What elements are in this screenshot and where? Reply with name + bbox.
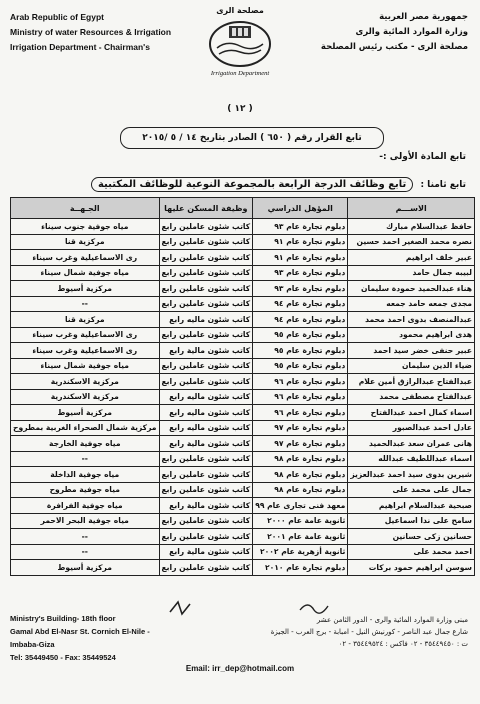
cell-qualification: دبلوم تجارة عام ٩٣ bbox=[253, 265, 348, 281]
footer-english-line: Tel: 35449450 - Fax: 35449524 bbox=[10, 653, 116, 662]
table-row bbox=[11, 219, 475, 235]
column-header-position: وظيفة المسكن عليها bbox=[159, 198, 253, 219]
cell-department: مركزية أسيوط bbox=[11, 405, 160, 421]
cell-position: كاتب شئون عاملين رابع bbox=[159, 296, 253, 312]
header-arabic-line: مصلحة الرى - مكتب رئيس المصلحة bbox=[320, 42, 468, 52]
cell-name: سوسن ابراهيم حمود بركات bbox=[348, 560, 475, 576]
table-row bbox=[11, 544, 475, 560]
table-row bbox=[11, 529, 475, 545]
table-row bbox=[11, 265, 475, 281]
cell-name: جمال على محمد على bbox=[348, 482, 475, 498]
cell-position: كاتب شئون عاملين رابع bbox=[159, 513, 253, 529]
cell-name: حسانين زكى حسانين bbox=[348, 529, 475, 545]
column-header-department: الجـهــة bbox=[11, 198, 160, 219]
cell-qualification: دبلوم تجارة عام ٢٠١٠ bbox=[253, 560, 348, 576]
cell-position: كاتب شئون مالية رابع bbox=[159, 544, 253, 560]
cell-position: كاتب شئون عاملين رابع bbox=[159, 451, 253, 467]
cell-department: مياه جوفية الفرافرة bbox=[11, 498, 160, 514]
cell-qualification: دبلوم تجارة عام ٩٦ bbox=[253, 374, 348, 390]
cell-position: كاتب شئون عاملين رابع bbox=[159, 234, 253, 250]
cell-qualification: دبلوم تجارة عام ٩١ bbox=[253, 234, 348, 250]
cell-department: مركزية الاسكندرية bbox=[11, 389, 160, 405]
header-english-line: Irrigation Department - Chairman's bbox=[10, 42, 150, 52]
cell-position: كاتب شئون عاملين رابع bbox=[159, 358, 253, 374]
table-row bbox=[11, 482, 475, 498]
cell-qualification: دبلوم تجارة عام ٩٣ bbox=[253, 281, 348, 297]
header-english-line: Ministry of water Resources & Irrigation bbox=[10, 27, 172, 37]
table-row bbox=[11, 405, 475, 421]
header-english-line: Arab Republic of Egypt bbox=[10, 12, 104, 22]
cell-name: عبير خلف ابراهيم bbox=[348, 250, 475, 266]
cell-department: -- bbox=[11, 544, 160, 560]
header-english bbox=[10, 10, 185, 55]
cell-qualification: دبلوم تجارة عام ٩٥ bbox=[253, 343, 348, 359]
cell-qualification: ثانوية أزهرية عام ٢٠٠٢ bbox=[253, 544, 348, 560]
cell-name: مجدى جمعه حامد جمعه bbox=[348, 296, 475, 312]
cell-department: -- bbox=[11, 529, 160, 545]
footer-english bbox=[10, 612, 185, 664]
table-row bbox=[11, 281, 475, 297]
cell-qualification: دبلوم تجارة عام ٩٦ bbox=[253, 405, 348, 421]
table-row bbox=[11, 358, 475, 374]
cell-department: -- bbox=[11, 296, 160, 312]
cell-name: شيرين بدوى سيد احمد عبدالعزيز bbox=[348, 467, 475, 483]
header-arabic-line: وزارة الموارد المائية والرى bbox=[355, 27, 468, 37]
cell-qualification: ثانوية عامة عام ٢٠٠١ bbox=[253, 529, 348, 545]
cell-department: مركزية الاسكندرية bbox=[11, 374, 160, 390]
cell-qualification: ثانوية عامة عام ٢٠٠٠ bbox=[253, 513, 348, 529]
cell-name: اسماء كمال احمد عبدالفتاح bbox=[348, 405, 475, 421]
cell-position: كاتب شئون ماليه رابع bbox=[159, 312, 253, 328]
cell-name: احمد محمد على bbox=[348, 544, 475, 560]
cell-position: كاتب شئون عاملين رابع bbox=[159, 374, 253, 390]
table-row bbox=[11, 436, 475, 452]
cell-position: كاتب شئون عاملين رابع bbox=[159, 265, 253, 281]
cell-position: كاتب شئون عاملين رابع bbox=[159, 250, 253, 266]
cell-department: مركزية شمال الصحراء الغربية بمطروح bbox=[11, 420, 160, 436]
table-row bbox=[11, 498, 475, 514]
footer-arabic-line: مبنى وزارة الموارد المائية والرى - الدور الثامن عشر bbox=[316, 616, 468, 624]
footer-arabic bbox=[218, 614, 468, 650]
cell-qualification: دبلوم تجارة عام ٩٨ bbox=[253, 467, 348, 483]
cell-name: هناء عبدالحميد حمودة سليمان bbox=[348, 281, 475, 297]
irrigation-logo bbox=[205, 12, 275, 70]
cell-position: كاتب شئون عاملين رابع bbox=[159, 327, 253, 343]
cell-name: عبدالفتاح عبدالرازق أمين علام bbox=[348, 374, 475, 390]
cell-department: رى الاسماعيلية وغرب سيناء bbox=[11, 250, 160, 266]
table-row bbox=[11, 513, 475, 529]
cell-position: كاتب شئون ماليه رابع bbox=[159, 389, 253, 405]
footer-arabic-line: ت : ٣٥٤٤٩٤٥٠ - ٠٢ فاكس : ٣٥٤٤٩٥٢٤ - ٠٢ bbox=[338, 640, 468, 648]
section-heading bbox=[91, 177, 466, 192]
cell-position: كاتب شئون عاملين رابع bbox=[159, 529, 253, 545]
section-title bbox=[91, 177, 413, 192]
table-row bbox=[11, 420, 475, 436]
cell-qualification: دبلوم تجارة عام ٩٥ bbox=[253, 327, 348, 343]
article-heading: تابع المادة الأولى :- bbox=[379, 152, 466, 162]
decree-reference: تابع القرار رقم ( ٦٥٠ ) الصادر بتاريخ ١٤ / ٥ /٢٠١٥ bbox=[120, 127, 384, 149]
section-label: تابع ثامنا : bbox=[420, 180, 466, 190]
header-arabic bbox=[308, 10, 468, 55]
table-row bbox=[11, 250, 475, 266]
cell-department: مركزية قنا bbox=[11, 312, 160, 328]
table-row bbox=[11, 343, 475, 359]
cell-department: مياه جوفية الخارجة bbox=[11, 436, 160, 452]
cell-position: كاتب شئون مالية رابع bbox=[159, 343, 253, 359]
cell-department: مياه جوفية الداخلة bbox=[11, 467, 160, 483]
cell-name: هدى ابراهيم محمود bbox=[348, 327, 475, 343]
cell-qualification: دبلوم تجارة عام ٩٨ bbox=[253, 482, 348, 498]
cell-qualification: دبلوم تجارة عام ٩٨ bbox=[253, 451, 348, 467]
cell-qualification: معهد فنى تجارى عام ٩٩ bbox=[253, 498, 348, 514]
table-row bbox=[11, 467, 475, 483]
section-title-text: تابع وظائف الدرجة الرابعة بالمجموعة النوعية للوظائف المكتبية bbox=[97, 179, 407, 190]
table-header-row bbox=[11, 198, 475, 219]
cell-department: مياه جوفية البحر الاحمر bbox=[11, 513, 160, 529]
cell-qualification: دبلوم تجارة عام ٩٤ bbox=[253, 296, 348, 312]
cell-name: حافظ عبدالسلام مبارك bbox=[348, 219, 475, 235]
table-row bbox=[11, 389, 475, 405]
column-header-name: الاســـم bbox=[348, 198, 475, 219]
cell-position: كاتب شئون عاملين رابع bbox=[159, 219, 253, 235]
column-header-qualification: المؤهل الدراسي bbox=[253, 198, 348, 219]
cell-name: عبير حنفى خضر سيد احمد bbox=[348, 343, 475, 359]
cell-department: مياه جوفية مطروح bbox=[11, 482, 160, 498]
cell-qualification: دبلوم تجارة عام ٩٦ bbox=[253, 389, 348, 405]
table-row bbox=[11, 327, 475, 343]
header-arabic-line: جمهورية مصر العربية bbox=[379, 12, 468, 22]
table-row bbox=[11, 451, 475, 467]
cell-qualification: دبلوم تجارة عام ٩٧ bbox=[253, 436, 348, 452]
cell-position: كاتب شئون عاملين رابع bbox=[159, 281, 253, 297]
logo-caption: Irrigation Department bbox=[210, 70, 270, 77]
footer-english-line: Ministry's Building- 18th floor bbox=[10, 614, 116, 623]
cell-position: كاتب شئون مالية رابع bbox=[159, 436, 253, 452]
cell-qualification: دبلوم تجارة عام ٩٥ bbox=[253, 358, 348, 374]
table-row bbox=[11, 234, 475, 250]
cell-position: كاتب شئون عاملين رابع bbox=[159, 467, 253, 483]
cell-department: مركزية أسيوط bbox=[11, 281, 160, 297]
cell-qualification: دبلوم تجارة عام ٩٧ bbox=[253, 420, 348, 436]
cell-position: كاتب شئون ماليه رابع bbox=[159, 405, 253, 421]
table-row bbox=[11, 560, 475, 576]
cell-department: مركزية أسيوط bbox=[11, 560, 160, 576]
cell-department: مياه جوفية شمال سيناء bbox=[11, 358, 160, 374]
cell-qualification: دبلوم تجارة عام ٩٣ bbox=[253, 219, 348, 235]
cell-name: هانى عمران سعد عبدالحميد bbox=[348, 436, 475, 452]
logo-title: مصلحة الرى bbox=[216, 6, 264, 15]
cell-position: كاتب شئون عاملين رابع bbox=[159, 560, 253, 576]
employees-table bbox=[10, 197, 475, 576]
cell-department: مياه جوفية شمال سيناء bbox=[11, 265, 160, 281]
cell-position: كاتب شئون ماليه رابع bbox=[159, 420, 253, 436]
page-number: ( ١٢ ) bbox=[227, 104, 253, 114]
cell-name: عبدالفتاح مصطفى محمد bbox=[348, 389, 475, 405]
cell-qualification: دبلوم تجارة عام ٩١ bbox=[253, 250, 348, 266]
cell-name: نصره محمد الصغير احمد حسين bbox=[348, 234, 475, 250]
cell-position: كاتب شئون عاملين رابع bbox=[159, 482, 253, 498]
table-body bbox=[11, 219, 475, 576]
table-row bbox=[11, 374, 475, 390]
cell-name: عبدالمنصف بدوى احمد محمد bbox=[348, 312, 475, 328]
footer-email[interactable]: Email: irr_dep@hotmail.com bbox=[185, 664, 295, 673]
table-row bbox=[11, 312, 475, 328]
cell-name: عادل احمد عبدالصبور bbox=[348, 420, 475, 436]
cell-department: مياه جوفية جنوب سيناء bbox=[11, 219, 160, 235]
cell-name: اسماء عبداللطيف عبدالله bbox=[348, 451, 475, 467]
cell-department: رى الاسماعيلية وغرب سيناء bbox=[11, 327, 160, 343]
cell-name: سامح على ندا اسماعيل bbox=[348, 513, 475, 529]
cell-qualification: دبلوم تجارة عام ٩٤ bbox=[253, 312, 348, 328]
footer-english-line: Imbaba-Giza bbox=[10, 640, 55, 649]
cell-position: كاتب شئون مالية رابع bbox=[159, 498, 253, 514]
footer-english-line: Gamal Abd El-Nasr St. Cornich El-Nile - bbox=[10, 627, 150, 636]
cell-department: -- bbox=[11, 451, 160, 467]
cell-name: لبيبه جمال حامد bbox=[348, 265, 475, 281]
cell-name: ضياء الدين سليمان bbox=[348, 358, 475, 374]
table-row bbox=[11, 296, 475, 312]
cell-name: صبحية عبدالسلام ابراهيم bbox=[348, 498, 475, 514]
cell-department: رى الاسماعيلية وغرب سيناء bbox=[11, 343, 160, 359]
cell-department: مركزية قنا bbox=[11, 234, 160, 250]
footer-arabic-line: شارع جمال عبد الناصر - كورنيش النيل - امبابة - برج العرب - الجيزة bbox=[270, 628, 468, 636]
